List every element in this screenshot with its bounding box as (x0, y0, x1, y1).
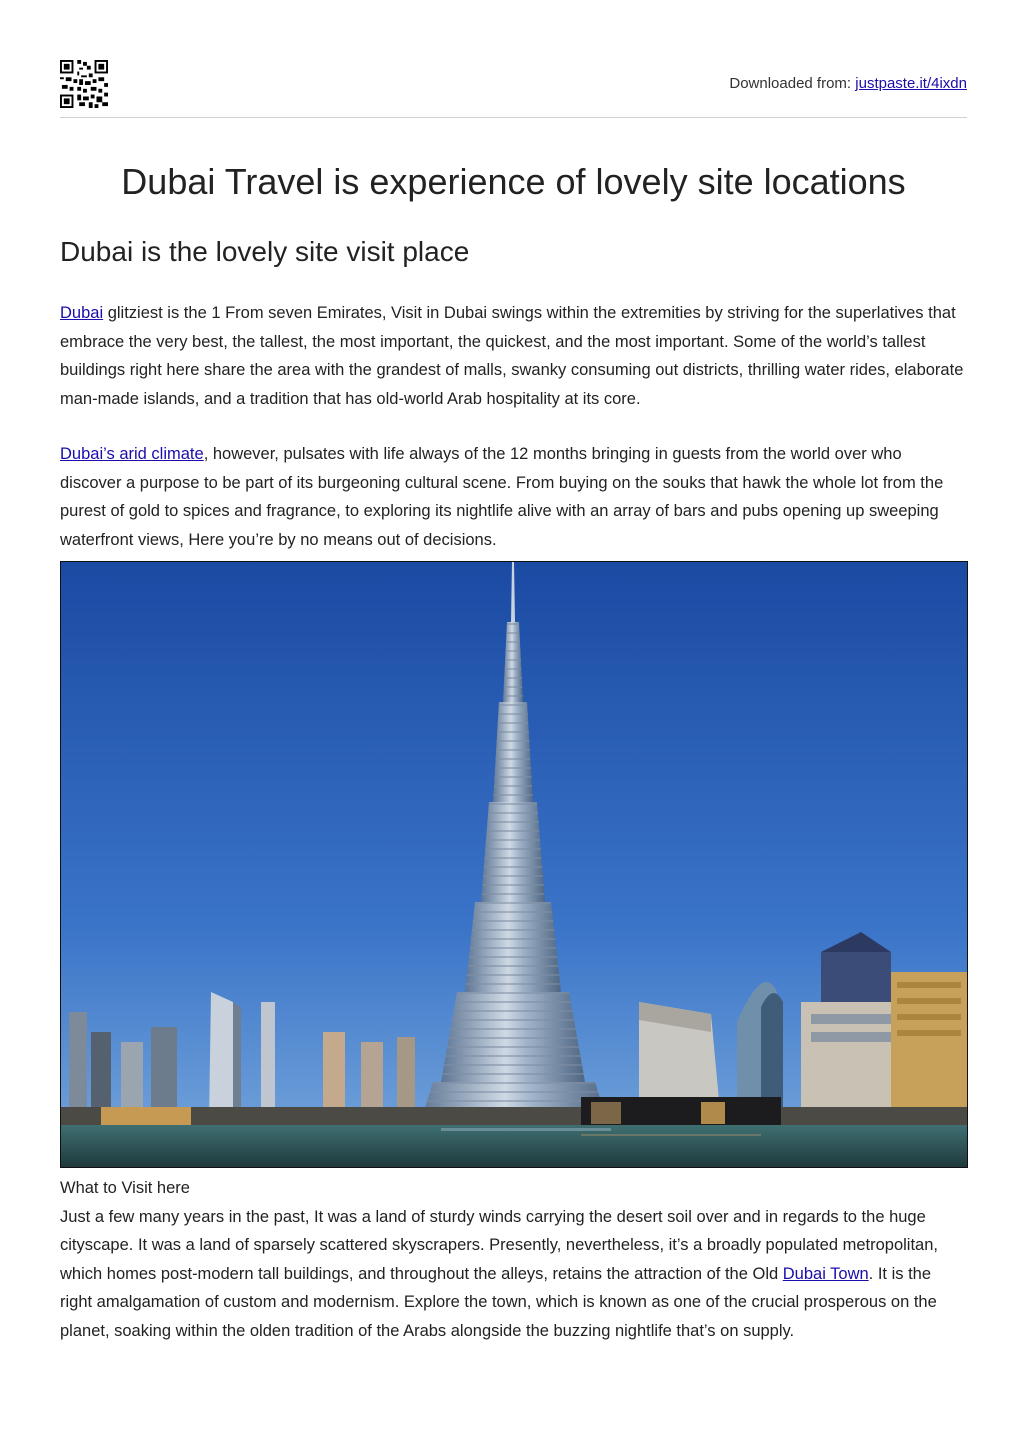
burj-khalifa-photo (60, 561, 968, 1168)
download-source (729, 75, 967, 92)
what-to-visit-section (60, 1174, 967, 1345)
section-text-before: Just a few many years in the past, It was a land of sturdy winds carrying the desert soil over and in regards to the huge cityscape. It was a land of sparsely scattered skyscrapers. Presently, nevertheless, it’s a broadly populated metropolitan, which homes post-modern tall buildings, and throughout the alleys, retains the attraction of the Old (60, 1207, 938, 1283)
intro-paragraph (60, 299, 967, 413)
source-link[interactable]: justpaste.it/4ixdn (855, 75, 967, 92)
page-subtitle: Dubai is the lovely site visit place (60, 236, 470, 267)
climate-text: , however, pulsates with life always of the 12 months bringing in guests from the world over who discover a purpose to be part of its burgeoning cultural scene. From buying on the souks that hawk the whole lot from the purest of gold to spices and fragrance, to exploring its nightlife alive with an array of bars and pubs opening up sweeping waterfront views, Here you’re by no means out of decisions. (60, 445, 944, 549)
downloaded-label: Downloaded from: (729, 75, 856, 92)
climate-paragraph (60, 440, 967, 554)
arid-climate-link[interactable]: Dubai’s arid climate (60, 445, 204, 463)
page-header (60, 60, 967, 110)
page-title: Dubai Travel is experience of lovely site locations (121, 161, 906, 202)
skyline-illustration (61, 562, 967, 1167)
section-text-after: . It is the right amalgamation of custom and modernism. Explore the town, which is known as one of the crucial prosperous on the planet, soaking within the olden tradition of the Arabs alongside the buzzing nightlife that’s on supply. (60, 1264, 937, 1340)
section-heading: What to Visit here (60, 1179, 190, 1197)
dubai-town-link[interactable]: Dubai Town (782, 1264, 869, 1283)
intro-text: glitziest is the 1 From seven Emirates, Visit in Dubai swings within the extremities by striving for the superlatives that embrace the very best, the tallest, the most important, the quickest, and the most important. Some of the world’s tallest buildings right here share the area with the grandest of malls, swanky consuming out districts, thrilling water rides, elaborate man-made islands, and a tradition that has old-world Arab hospitality at its core. (60, 304, 964, 408)
dubai-link[interactable]: Dubai (60, 304, 104, 322)
header-divider (60, 117, 967, 118)
qr-code-icon (60, 60, 108, 108)
